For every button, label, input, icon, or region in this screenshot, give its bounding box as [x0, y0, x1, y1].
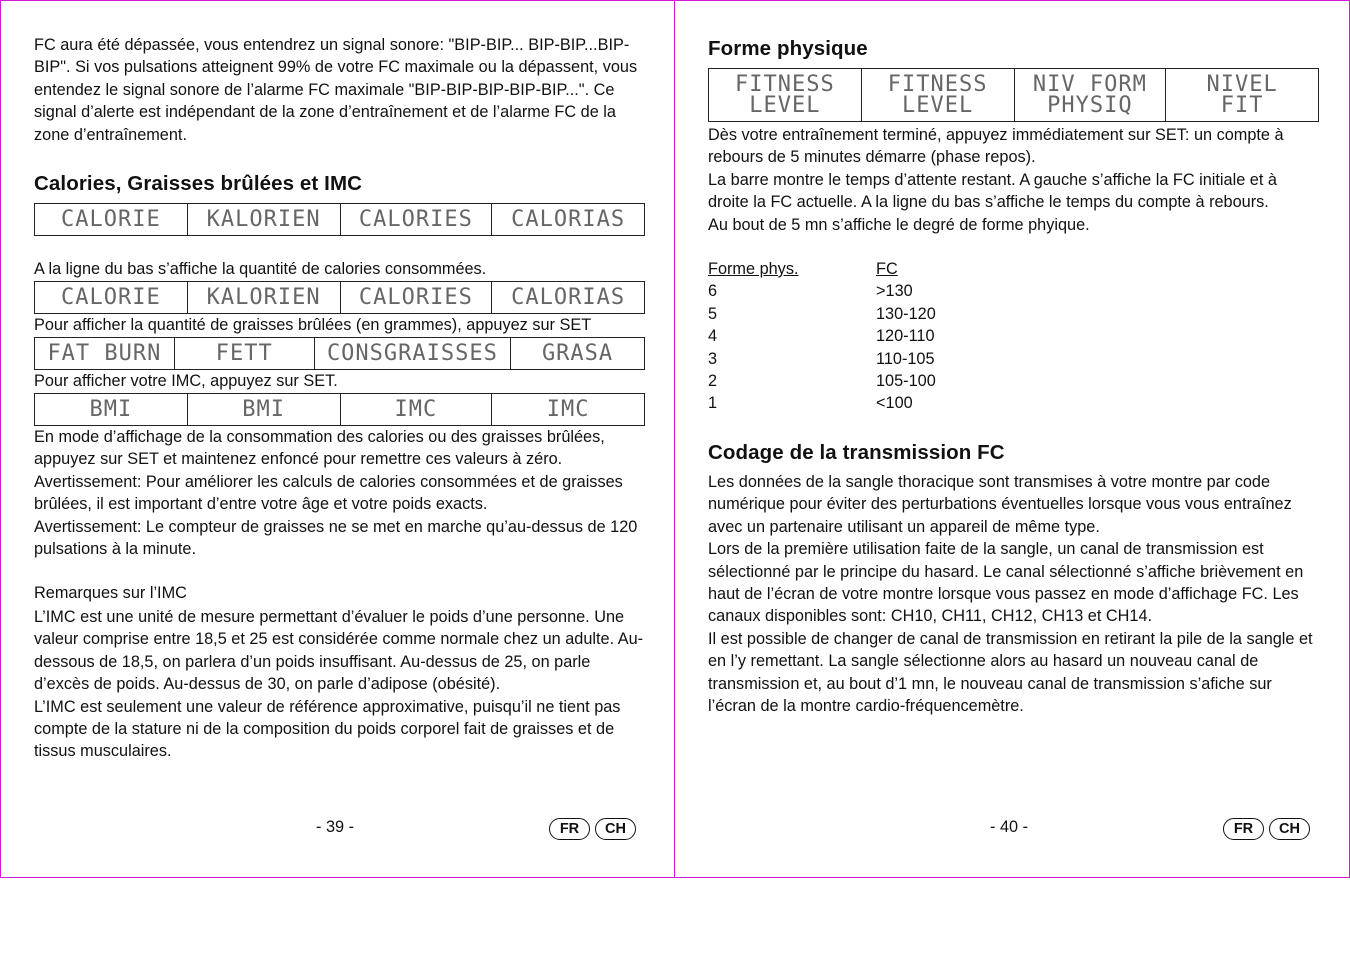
imc-text: Pour afficher votre IMC, appuyez sur SET.	[34, 372, 338, 390]
lcd-cell	[1166, 69, 1318, 121]
lcd-line: PHYSIQ	[1047, 93, 1133, 118]
table-cell: 3	[708, 349, 718, 368]
table-cell: 110-105	[876, 349, 935, 368]
table-cell: 130-120	[876, 304, 936, 323]
lcd-cell: BMI	[35, 394, 188, 425]
intro-paragraph: FC aura été dépassée, vous entendrez un signal sonore: "BIP-BIP... BIP-BIP...BIP-BIP". Si vos pulsations atteignent 99% de votre FC maximale ou la dépassent, vous entendez le signal sonore de l’alarme FC maximale "BIP-BIP-BIP-BIP-BIP...". Ce signal d’alerte est indépendant de la zone d’entraînement et de l’alarme FC de la zone d’entraînement.	[34, 36, 638, 144]
table-row	[708, 370, 1320, 392]
fitness-table	[708, 258, 1320, 415]
lcd-cell: CALORIE	[35, 282, 188, 313]
reset-paragraph: En mode d’affichage de la consommation des calories ou des graisses brûlées, appuyez sur SET et maintenez enfoncé pour remettre ces valeurs à zéro.	[34, 428, 605, 469]
lcd-cell: BMI	[188, 394, 341, 425]
page-number-40: - 40 -	[990, 818, 1029, 836]
lcd-cell: FAT BURN	[35, 338, 175, 369]
lcd-cell	[1015, 69, 1167, 121]
lcd-imc	[34, 393, 645, 426]
table-header-fc: FC	[876, 260, 898, 278]
section-title-calories: Calories, Graisses brûlées et IMC	[34, 172, 363, 195]
badge-fr: FR	[549, 818, 590, 840]
lcd-cell: FETT	[175, 338, 315, 369]
fitness-paragraph-1: Dès votre entraînement terminé, appuyez immédiatement sur SET: un compte à rebours de 5 minutes démarre (phase repos).	[708, 126, 1284, 167]
fitness-body	[708, 124, 1320, 236]
lcd-line: LEVEL	[902, 93, 974, 118]
lcd-line: NIV FORM	[1032, 72, 1147, 97]
coding-paragraph-2: Lors de la première utilisation faite de la sangle, un canal de transmission est sélectionné par le principe du hasard. Le canal sélectionné s’affiche brièvement en haut de l’écran de votre montre lorsque vous passez en mode d’affichage FC. Les canaux disponibles sont: CH10, CH11, CH12, CH13 et CH14.	[708, 540, 1304, 626]
remarks-body	[34, 606, 646, 763]
table-cell: 120-110	[876, 327, 935, 346]
remarks-title: Remarques sur l’IMC	[34, 584, 187, 602]
table-header	[708, 258, 1320, 280]
lcd-calories-2	[34, 281, 645, 314]
table-cell: 4	[708, 327, 718, 346]
lcd-cell: GRASA	[541, 341, 614, 366]
fitness-paragraph-3: Au bout de 5 mn s’affiche le degré de forme phyique.	[708, 215, 1090, 234]
table-cell: 2	[708, 372, 718, 391]
coding-body	[708, 471, 1320, 717]
remarks-paragraph-2: L’IMC est seulement une valeur de référence approximative, puisqu’il ne tient pas compte de la stature ni de la composition du poids corporel fait de graisses et de tissus musculaires.	[34, 697, 621, 761]
lcd-cell	[862, 69, 1015, 121]
lcd-calories-1	[34, 203, 645, 236]
badge-ch: CH	[595, 818, 636, 840]
lcd-fitness-level	[708, 68, 1319, 122]
table-row	[708, 303, 1320, 325]
lcd-line: FITNESS	[735, 72, 835, 97]
table-row	[708, 392, 1320, 414]
table-cell: 1	[708, 394, 718, 413]
section-title-coding: Codage de la transmission FC	[708, 441, 1005, 464]
warning-1: Avertissement: Pour améliorer les calculs de calories consommées et de graisses brûlées, il est important d’entre votre âge et votre poids exacts.	[34, 472, 623, 514]
lcd-cell: CALORIES	[341, 204, 493, 235]
lcd-cell: CALORIES	[341, 282, 493, 313]
remarks-paragraph-1: L’IMC est une unité de mesure permettant d’évaluer le poids d’une personne. Une valeur comprise entre 18,5 et 25 est considérée comme normale chez un adulte. Au-dessous de 18,5, on parlera d’un poids insuffisant. Au-dessus de 25, on parle d’excès de poids. Au-dessus de 30, on parle d’adipose (obésité).	[34, 608, 644, 694]
lcd-cell	[709, 69, 862, 121]
badge-fr: FR	[1223, 818, 1264, 840]
fat-text: Pour afficher la quantité de graisses brûlées (en grammes), appuyez sur SET	[34, 316, 592, 334]
section-title-fitness: Forme physique	[708, 37, 868, 60]
lcd-cell: KALORIEN	[188, 204, 341, 235]
lcd-cell: CALORIAS	[511, 285, 626, 310]
lcd-cell: IMC	[341, 394, 493, 425]
fitness-paragraph-2: La barre montre le temps d’attente restant. A gauche s’affiche la FC initiale et à droite la FC actuelle. A la ligne du bas s’affiche le temps du compte à rebours.	[708, 170, 1277, 212]
table-cell: >130	[876, 282, 913, 301]
table-cell: <100	[876, 394, 913, 413]
table-cell: 105-100	[876, 372, 936, 391]
lcd-fat-burn	[34, 337, 645, 370]
page-number-39: - 39 -	[316, 818, 355, 836]
coding-paragraph-3: Il est possible de changer de canal de transmission en retirant la pile de la sangle et en l’y remettant. La sangle sélectionne alors au hasard un nouveau canal de transmission et, au bout d’1 mn, le nouveau canal de transmission s’afiche sur l’écran de la montre cardio-fréquencemètre.	[708, 629, 1313, 716]
table-header-forme: Forme phys.	[708, 260, 799, 278]
lcd-line: FITNESS	[887, 72, 988, 97]
lcd-cell: CALORIAS	[511, 207, 626, 232]
lcd-line: FIT	[1220, 93, 1264, 118]
calories-text: A la ligne du bas s’affiche la quantité de calories consommées.	[34, 260, 487, 278]
page-divider	[674, 0, 675, 877]
table-cell: 6	[708, 282, 718, 301]
coding-paragraph-1: Les données de la sangle thoracique sont transmises à votre montre par code numérique pour éviter des perturbations éventuelles lorsque vous vous entraînez avec un partenaire utilisant un appareil de même type.	[708, 473, 1292, 536]
lcd-cell: CONSGRAISSES	[315, 338, 511, 369]
reset-and-warnings	[34, 426, 646, 560]
lcd-cell: IMC	[546, 397, 590, 422]
lcd-cell: KALORIEN	[188, 282, 341, 313]
badge-ch: CH	[1269, 818, 1310, 840]
language-badges-right	[1223, 818, 1310, 840]
lcd-line: NIVEL	[1206, 72, 1278, 97]
table-cell: 5	[708, 304, 718, 323]
table-row	[708, 325, 1320, 347]
lcd-cell: CALORIE	[35, 204, 188, 235]
table-row	[708, 280, 1320, 302]
table-row	[708, 348, 1320, 370]
warning-2: Avertissement: Le compteur de graisses ne se met en marche qu’au-dessus de 120 pulsations à la minute.	[34, 517, 638, 559]
language-badges-left	[549, 818, 636, 840]
lcd-line: LEVEL	[749, 93, 821, 118]
